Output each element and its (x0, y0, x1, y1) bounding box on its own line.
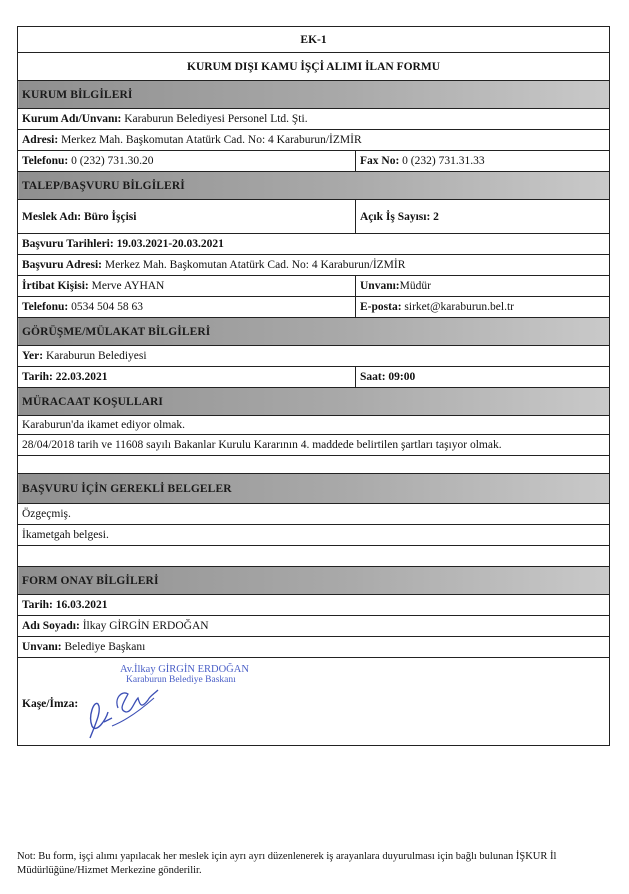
kurum-fax-cell (356, 151, 610, 172)
kurum-fax-label: Fax No: (360, 155, 400, 167)
belge-item: Özgeçmiş. (18, 504, 610, 525)
irtibat-value: Merve AYHAN (88, 280, 165, 292)
section-belgeler: BAŞVURU İÇİN GEREKLİ BELGELER (18, 474, 610, 504)
talep-tel-label: Telefonu: (22, 301, 69, 313)
muracaat-item: 28/04/2018 tarih ve 11608 sayılı Bakanlar Kurulu Kararının 4. maddede belirtilen şartları taşıyor olmak. (18, 435, 610, 456)
eposta-label: E-posta: (360, 301, 402, 313)
eposta-cell (356, 297, 610, 318)
kurum-tel-cell (18, 151, 356, 172)
stamp-line-1: Av.İlkay GİRGİN ERDOĞAN (120, 664, 249, 675)
kurum-adi-value: Karaburun Belediyesi Personel Ltd. Şti. (121, 113, 308, 125)
form-title: KURUM DIŞI KAMU İŞÇİ ALIMI İLAN FORMU (18, 53, 610, 81)
stamp-line-2: Karaburun Belediye Baskanı (126, 675, 236, 685)
footnote: Not: Bu form, işçi alımı yapılacak her meslek için ayrı ayrı düzenlenerek iş arayanlara duyurulması için bağlı bulunan İŞKUR İl Müdürlüğüne/Hizmet Merkezine gönderilir. (17, 851, 557, 876)
kurum-adres-label: Adresi: (22, 134, 59, 146)
basvuru-adres-row (18, 255, 610, 276)
irtibat-label: İrtibat Kişisi: (22, 280, 89, 292)
irtibat-unvan-cell (356, 276, 610, 297)
onay-tarih: Tarih: 16.03.2021 (18, 595, 610, 616)
empty-row (18, 546, 610, 567)
onay-adsoyad-label: Adı Soyadı: (22, 620, 80, 632)
irtibat-unvan-label: Unvanı: (360, 280, 400, 292)
onay-adsoyad-value: İlkay GİRGİN ERDOĞAN (79, 620, 209, 632)
gorusme-saat: Saat: 09:00 (356, 367, 610, 388)
gorusme-yer-label: Yer: (22, 350, 44, 362)
section-talep: TALEP/BAŞVURU BİLGİLERİ (18, 172, 610, 200)
gorusme-tarih: Tarih: 22.03.2021 (18, 367, 356, 388)
belge-item: İkametgah belgesi. (18, 525, 610, 546)
onay-unvan-row (18, 637, 610, 658)
kurum-fax-value: 0 (232) 731.31.33 (399, 155, 485, 167)
eposta-value: sirket@karaburun.bel.tr (401, 301, 514, 313)
muracaat-item: Karaburun'da ikamet ediyor olmak. (18, 416, 610, 435)
section-kurum: KURUM BİLGİLERİ (18, 81, 610, 109)
talep-tel-cell (18, 297, 356, 318)
onay-unvan-value: Belediye Başkanı (61, 641, 146, 653)
kurum-tel-label: Telefonu: (22, 155, 69, 167)
gorusme-yer-value: Karaburun Belediyesi (43, 350, 147, 362)
basvuru-tarihleri: Başvuru Tarihleri: 19.03.2021-20.03.2021 (18, 234, 610, 255)
kurum-adres-row (18, 130, 610, 151)
gorusme-yer-row (18, 346, 610, 367)
basvuru-adres-value: Merkez Mah. Başkomutan Atatürk Cad. No: 4 Karaburun/İZMİR (101, 259, 406, 271)
onay-adsoyad-row (18, 616, 610, 637)
kurum-tel-value: 0 (232) 731.30.20 (68, 155, 154, 167)
kase-imza-label: Kaşe/İmza: (22, 698, 79, 710)
ek-label: EK-1 (18, 27, 610, 53)
onay-unvan-label: Unvanı: (22, 641, 62, 653)
section-muracaat: MÜRACAAT KOŞULLARI (18, 388, 610, 416)
irtibat-cell (18, 276, 356, 297)
section-onay: FORM ONAY BİLGİLERİ (18, 567, 610, 595)
kurum-adi-row (18, 109, 610, 130)
talep-tel-value: 0534 504 58 63 (68, 301, 143, 313)
basvuru-adres-label: Başvuru Adresi: (22, 259, 102, 271)
acik-is-sayisi: Açık İş Sayısı: 2 (356, 200, 610, 234)
signature-icon (78, 668, 188, 743)
empty-row (18, 456, 610, 474)
section-gorusme: GÖRÜŞME/MÜLAKAT BİLGİLERİ (18, 318, 610, 346)
meslek-adi: Meslek Adı: Büro İşçisi (18, 200, 356, 234)
irtibat-unvan-value: Müdür (399, 280, 431, 292)
ilan-form (17, 26, 610, 746)
kurum-adres-value: Merkez Mah. Başkomutan Atatürk Cad. No: 4 Karaburun/İZMİR (58, 134, 362, 146)
kase-imza-cell (18, 658, 610, 746)
kurum-adi-label: Kurum Adı/Unvanı: (22, 113, 122, 125)
